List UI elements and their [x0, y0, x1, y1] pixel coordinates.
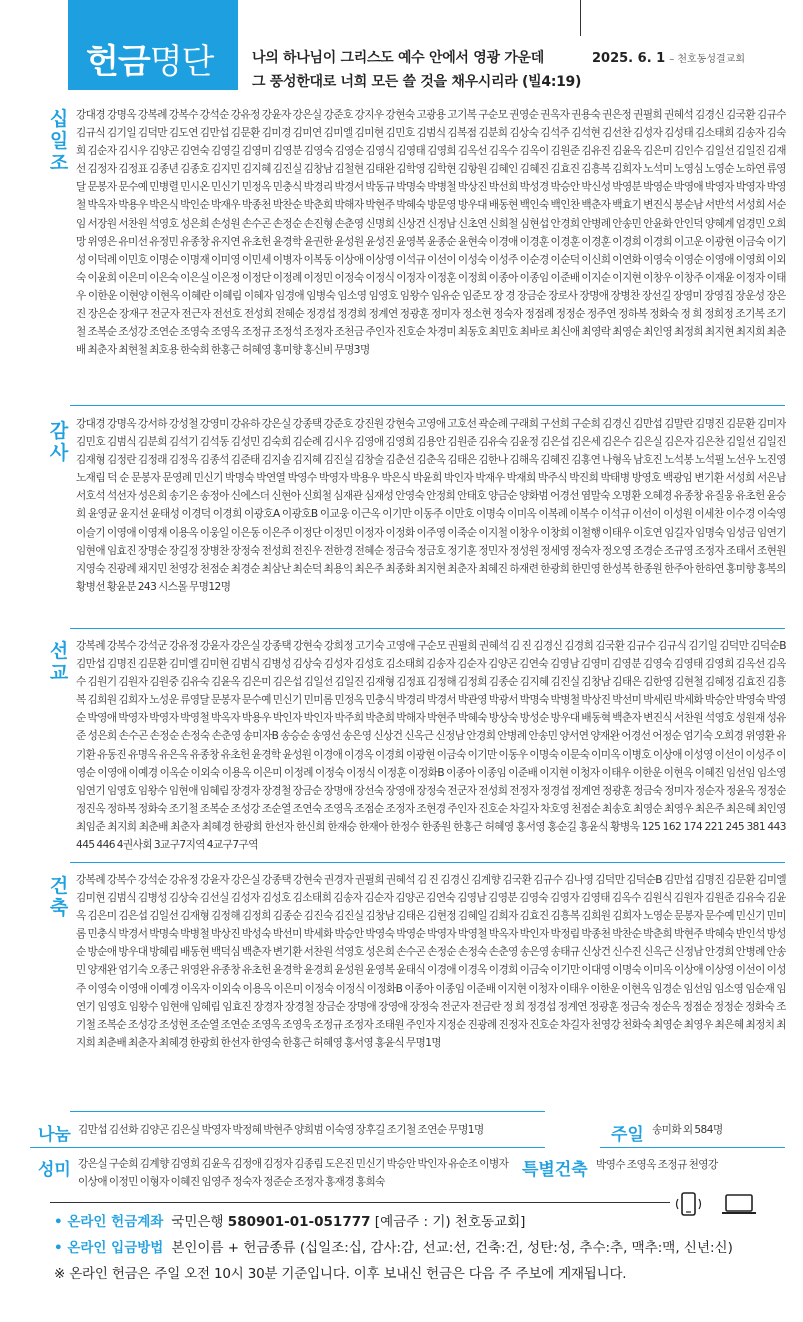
thanks-names: 강대경 강명옥 강서하 강성철 강영미 강유하 강은실 강종택 강준호 강진원 강현숙 고영애 고호선 곽순례 구래희 구선희 구순희 김경신 김만섭 김말란 김명진 김문환 김미자 김민호 김범식 김분희 김석기 김석동 김성민 김숙희 김순례 김시우 김영애 김영희 김용안 김원준 김유숙 김윤정 김은섭 김은세 김은수 김은실 김은자 김은찬 김일선 김일진 김재형 김정란 김정래 김정옥 김종석 김준태 김지솔 김지혜 김진실 김창술 김춘선 김춘옥 김태은 김한나 김해옥 김혜진 김홍연 나형옥 남호진 노석봉 노석필 노선우 노진영 노재림 덕 순 문봉자 문영례 민신기 박명숙 박연열 박영수 박영자 박용우 박은식 박윤희 박인자 박재우 박재희 박주식 박진희 박태병 방영호 백광임 변기환 서성희 서은남 서호석 석선자 성은희 송기은 송정아 신에스더 신현아 신희철 심재관 심재성 안영숙 안정희 안태호 양금순 양화범 어경선 염말숙 오명환 오혜경 유종창 유질웅 유초헌 윤승희 윤영균 윤지선 윤태성 이경덕 이경희 이광호A 이광호B 이교웅 이근옥 이기만 이동주 이만호 이명숙 이미옥 이복례 이복수 이석규 이선이 이성원 이세찬 이수경 이숙영 이슬기 이영애 이영재 이용옥 이웅일 이은동 이은주 이정단 이정민 이정자 이정화 이주영 이죽순 이지철 이창우 이창희 이철행 이태우 이호연 임길자 임명숙 임성금 임연기 임현애 임효진 장명순 장길정 장병찬 장정숙 전성희 전진우 전한경 전혜순 정금숙 정금호 정기훈 정민자 정성원 정세영 정숙자 정오영 조경순 조규영 조정자 조태서 조현원 지영숙 진광례 채지민 천영강 천점순 최경순 최삼난 최순덕 최용익 최은주 최종화 최지현 최춘자 최혜진 하재련 한광희 한민영 한성복 한종원 한주아 한하연 홍미향 홍복의 황병선 황윤분 243 시스몰 무명12명	[76, 418, 786, 593]
share-names: 김만섭 김선화 김양곤 김은실 박영자 박정혜 박현주 양희범 이숙영 장후길 조기철 조연순 무명1명	[78, 1124, 484, 1136]
phone-icon	[677, 1193, 701, 1215]
church-name: – 천호동성결교회	[669, 54, 746, 65]
footer-divider	[50, 1202, 670, 1203]
share-label: 나눔	[38, 1125, 71, 1145]
tithe-names: 강대경 강명옥 강복례 강복수 강석순 강유정 강윤자 강은실 강준호 강지우 강현숙 고광용 고기복 구순모 권영순 권옥자 권용숙 권은정 권필희 권혜석 김경신 김국환 김규수 김규식 김기일 김덕만 김도연 김만섭 김문환 김미경 김미연 김미엘 김미현 김민호 김범식 김복점 김분희 김상숙 김석주 김석현 김선찬 김성자 김성태 김소태희 김송자 김숙희 김순자 김시우 김양곤 김연숙 김영길 김영미 김영분 김영숙 김영순 김영식 김영태 김영희 김옥선 김옥수 김옥이 김원준 김유진 김윤옥 김은미 김인수 김일선 김일진 김재선 김정자 김정표 김종년 김종호 김지민 김지혜 김진실 김창남 김철현 김태완 김학영 김학현 김항원 김혜인 김혜진 김효진 김흥복 김희자 노석미 노영심 노영순 노하연 류영달 문봉자 문수예 민병렬 민시온 민신기 민정옥 민충식 박경리 박경서 박동규 박명숙 박병철 박상진 박선희 박성경 박승안 박신성 박영분 박영순 박영애 박영자 박영자 박영철 박옥자 박용우 박은식 박인순 박재우 박종천 박찬순 박춘희 박해자 박현주 박혜숙 방문영 방우대 배동현 백인숙 백인찬 백춘자 백효기 변진식 봉순남 서반석 서성희 서순임 서장원 서찬원 석영호 성은희 손성원 손수곤 손정순 손진형 손춘영 신명희 신상건 신정남 신초연 신희철 심현섭 안경희 안병례 안송민 안윤화 안인덕 양혜계 엄경민 오희망 위영은 유미선 유정민 유종창 유지연 유초헌 윤경학 윤권한 윤성원 윤성진 윤영복 윤종순 윤현숙 이경애 이경훈 이경훈 이경훈 이경희 이경희 이고운 이광현 이금숙 이기성 이덕례 이민호 이명순 이명재 이미영 이민세 이병자 이복동 이상애 이상영 이석규 이선이 이성숙 이성주 이순경 이순덕 이신희 이연화 이영숙 이영순 이영애 이영희 이외숙 이윤희 이은미 이은숙 이은실 이은정 이정단 이정례 이정민 이정숙 이정식 이정자 이정훈 이정희 이종아 이종임 이준배 이지순 이지현 이창우 이창주 이재윤 이정자 이태우 이한운 이현양 이현옥 이혜란 이혜림 이혜자 임경애 임병숙 임소영 임영호 임왕수 임유순 임준모 장 경 장금순 장로사 장명애 장병찬 장선길 장영미 장영집 장운성 장은진 장은순 장재구 전군자 전근자 전선호 전성희 전혜순 정경섭 정경희 정계연 정광훈 정미자 정소현 정숙자 정점례 정정순 정주연 정하복 정화숙 정 희 정희정 조기복 조기철 조복순 조성강 조연순 조영숙 조영옥 조정규 조정석 조정자 조천금 주인자 진호순 차경미 최동호 최민호 최바로 최신애 최영락 최영순 최인영 최정희 최지현 최지희 최춘배 최춘자 최현철 최호용 한숙희 한홍근 허혜영 홍미향 홍신비 무명3명	[76, 109, 786, 357]
date-text: 2025. 6. 1	[592, 51, 666, 66]
title-bold: 헌금	[86, 42, 150, 82]
bank-name: 국민은행	[171, 1214, 228, 1230]
sunday-label: 주일	[611, 1125, 644, 1145]
building-label: 건 축	[49, 875, 69, 919]
sincerity-label: 성미	[38, 1160, 71, 1180]
laptop-icon	[722, 1195, 756, 1213]
online-note: ※ 온라인 헌금은 주일 오전 10시 30분 기준입니다. 이후 보내신 헌금은 다음 주 주보에 게재됩니다.	[54, 1266, 627, 1282]
bulletin-date	[592, 50, 745, 66]
title-rest: 명단	[149, 42, 214, 82]
divider-sunday	[600, 1147, 785, 1148]
verse-line-1: 나의 하나님이 그리스도 예수 안에서 영광 가운데	[252, 50, 544, 66]
online-method-label: • 온라인 입금방법	[54, 1240, 164, 1256]
mission-label: 선 교	[49, 640, 69, 684]
sincerity-names: 강은실 구순희 김계향 김영희 김윤옥 김정애 김정자 김종림 도은진 민신기 박승안 박인자 유순조 이병자 이상애 이정민 이형자 이혜진 임영주 정숙자 정준순 조정자 홍재경 홍희숙	[78, 1158, 509, 1188]
online-account-row	[54, 1210, 525, 1230]
bible-verse	[252, 46, 582, 94]
online-method-row	[54, 1236, 733, 1256]
building-names: 강복례 강복수 강석순 강유정 강윤자 강은실 강종택 강현숙 권경자 권필희 권혜석 김 진 김경신 김계향 김국환 김규수 김나영 김덕만 김덕순B 김만섭 김명진 김문환 김미엘 김미현 김범식 김병성 김상숙 김선실 김성자 김성호 김소태희 김송자 김순자 김양곤 김연숙 김영남 김영분 김영숙 김영자 김영태 김옥수 김원식 김원자 김원준 김유숙 김윤옥 김은미 김은섭 김일선 김재형 김정해 김정희 김종순 김진숙 김진실 김창남 김태은 김현정 김혜일 김희자 김효진 김흥복 김희원 김희자 노영순 문봉자 문수예 민신기 민미롬 민충식 박경서 박명숙 박병철 박상진 박성숙 박선미 박세화 박승안 박영숙 박영순 박영자 박영철 박옥자 박인자 박정림 박종천 박찬순 박춘희 박현주 박혜숙 반인석 방성순 방순애 방우대 방혜림 배동현 백덕심 백춘자 변기환 서찬원 석영호 성은희 손수곤 손정순 손정숙 손춘영 송은영 송태규 신상건 신수진 신옥근 신정남 안경희 안병례 안송민 양재완 엄기숙 오종근 위영완 유종창 유초헌 윤경학 윤경희 윤성원 윤영복 윤태식 이경애 이경옥 이경희 이금숙 이기만 이대영 이명숙 이미옥 이상애 이상영 이선이 이성주 이영숙 이영애 이예경 이옥자 이외숙 이용옥 이은미 이정숙 이정식 이정화B 이종아 이종임 이준배 이지현 이청자 이태우 이한운 이현옥 임경순 임선임 임소영 임순재 임연기 임영호 임왕수 임현애 임혜림 임효진 장경자 장경철 장금순 장명애 장영애 장정숙 전군자 전금란 정 희 정경섭 정계연 정광훈 정금숙 정순옥 정점순 정정순 정화숙 조기철 조복순 조성강 조성현 조순열 조연순 조영옥 조영욱 조정규 조정자 조태원 주인자 지정순 진광례 진정자 진호순 차길자 천영강 천화숙 최영순 최영우 최은혜 최정치 최지희 최춘배 최춘자 최혜경 한광희 한선자 한영숙 한홍근 허혜영 홍서영 홍윤식 무명1명	[76, 874, 786, 1049]
verse-line-2: 그 풍성한대로 너희 모든 쓸 것을 채우시리라 (빌4:19)	[252, 74, 582, 90]
thanks-label: 감 사	[49, 420, 69, 464]
device-icons	[672, 1189, 772, 1219]
special-label: 특별건축	[522, 1160, 588, 1180]
account-number: 580901-01-051777	[227, 1214, 371, 1230]
divider-mission	[70, 862, 785, 863]
page-title	[86, 42, 213, 82]
title-box	[68, 0, 238, 90]
online-method-value: 본인이름 + 헌금종류 (십일조:십, 감사:감, 선교:선, 건축:건, 성탄:성, 추수:추, 맥추:맥, 신년:신)	[171, 1240, 733, 1256]
online-account-label: • 온라인 헌금계좌	[54, 1214, 164, 1230]
mission-names: 강복례 강복수 강석군 강유정 강윤자 강은실 강종택 강현숙 강희정 고기숙 고영애 구순모 권필희 권혜석 김 진 김경신 김경희 김국환 김규수 김규식 김기일 김덕만 김덕순B 김만섭 김명진 김문환 김미엘 김미현 김범식 김병성 김상숙 김성자 김성호 김소태희 김송자 김순자 김양곤 김연숙 김영남 김영미 김영분 김영숙 김영태 김영희 김옥선 김옥수 김원기 김원자 김원중 김유숙 김윤옥 김은미 김은섭 김일선 김일진 김재형 김정표 김정해 김정희 김종순 김지혜 김진실 김창남 김태은 김한영 김현철 김혜정 김효진 김흥복 김희원 김희자 노성운 류영달 문봉자 문수예 민신기 민미롬 민정옥 민충식 박경리 박경서 박관영 박광서 박명숙 박병철 박상진 박선미 박세린 박세화 박승안 박영숙 박영순 박영애 박영자 박영자 박영철 박옥자 박용우 박인자 박인자 박주희 박춘희 박해자 박현주 박혜숙 방상숙 방성순 방우대 배동혁 백춘자 변진식 서찬원 석영호 성원재 성유준 성은희 손수곤 손정순 손정숙 손춘영 송미자B 송승순 송영선 송은영 신상건 신옥근 신정남 안경희 안병례 안송민 양서연 양재완 어경선 어정순 엄기숙 오희경 위영환 유기환 유동진 유명옥 유은옥 유종창 유초헌 윤경학 윤성원 이경애 이경옥 이경희 이광현 이금숙 이기만 이동우 이명숙 이문숙 이미옥 이병호 이상애 이성영 이선이 이성주 이영순 이영애 이예경 이옥순 이외숙 이용옥 이은미 이정례 이정숙 이정식 이정훈 이정화B 이종아 이종임 이준배 이지현 이청자 이태우 이한운 이현옥 이혜진 임선임 임소영 임연기 임영호 임왕수 임현애 임혜림 장경자 장경철 장금순 장명애 장선숙 장영애 장정숙 전군자 전성희 전정자 정경섭 정계연 정광훈 정금숙 정미자 정순자 정윤옥 정정순 정진옥 정하복 정화숙 조기철 조복순 조성강 조순열 조연숙 조영옥 조점순 조정자 조현경 주인자 진호순 차길자 차호영 천점순 최송호 최영순 최영우 최은주 최은혜 최인영 최임준 최지희 최춘배 최춘자 최혜경 한광희 한선자 한신희 한재승 한재아 한정수 한종원 한홍근 허혜영 홍서영 홍순길 홍윤식 황병욱 125 162 174 221 245 381 443 445 446 4권사회 3교구7지역 4교구7구역	[76, 640, 786, 852]
divider-share	[30, 1147, 545, 1148]
divider-tithe	[70, 405, 785, 406]
sunday-names: 송미화 외 584명	[652, 1124, 723, 1136]
divider-thanks	[70, 628, 785, 629]
header-divider	[580, 0, 581, 36]
divider-building	[70, 1111, 545, 1112]
account-holder: [예금주 : 기) 천호동교회]	[370, 1214, 526, 1230]
special-names: 박영수 조영옥 조정규 천영강	[596, 1159, 718, 1171]
device-svg	[672, 1189, 772, 1219]
tithe-label: 십 일 조	[49, 108, 69, 174]
